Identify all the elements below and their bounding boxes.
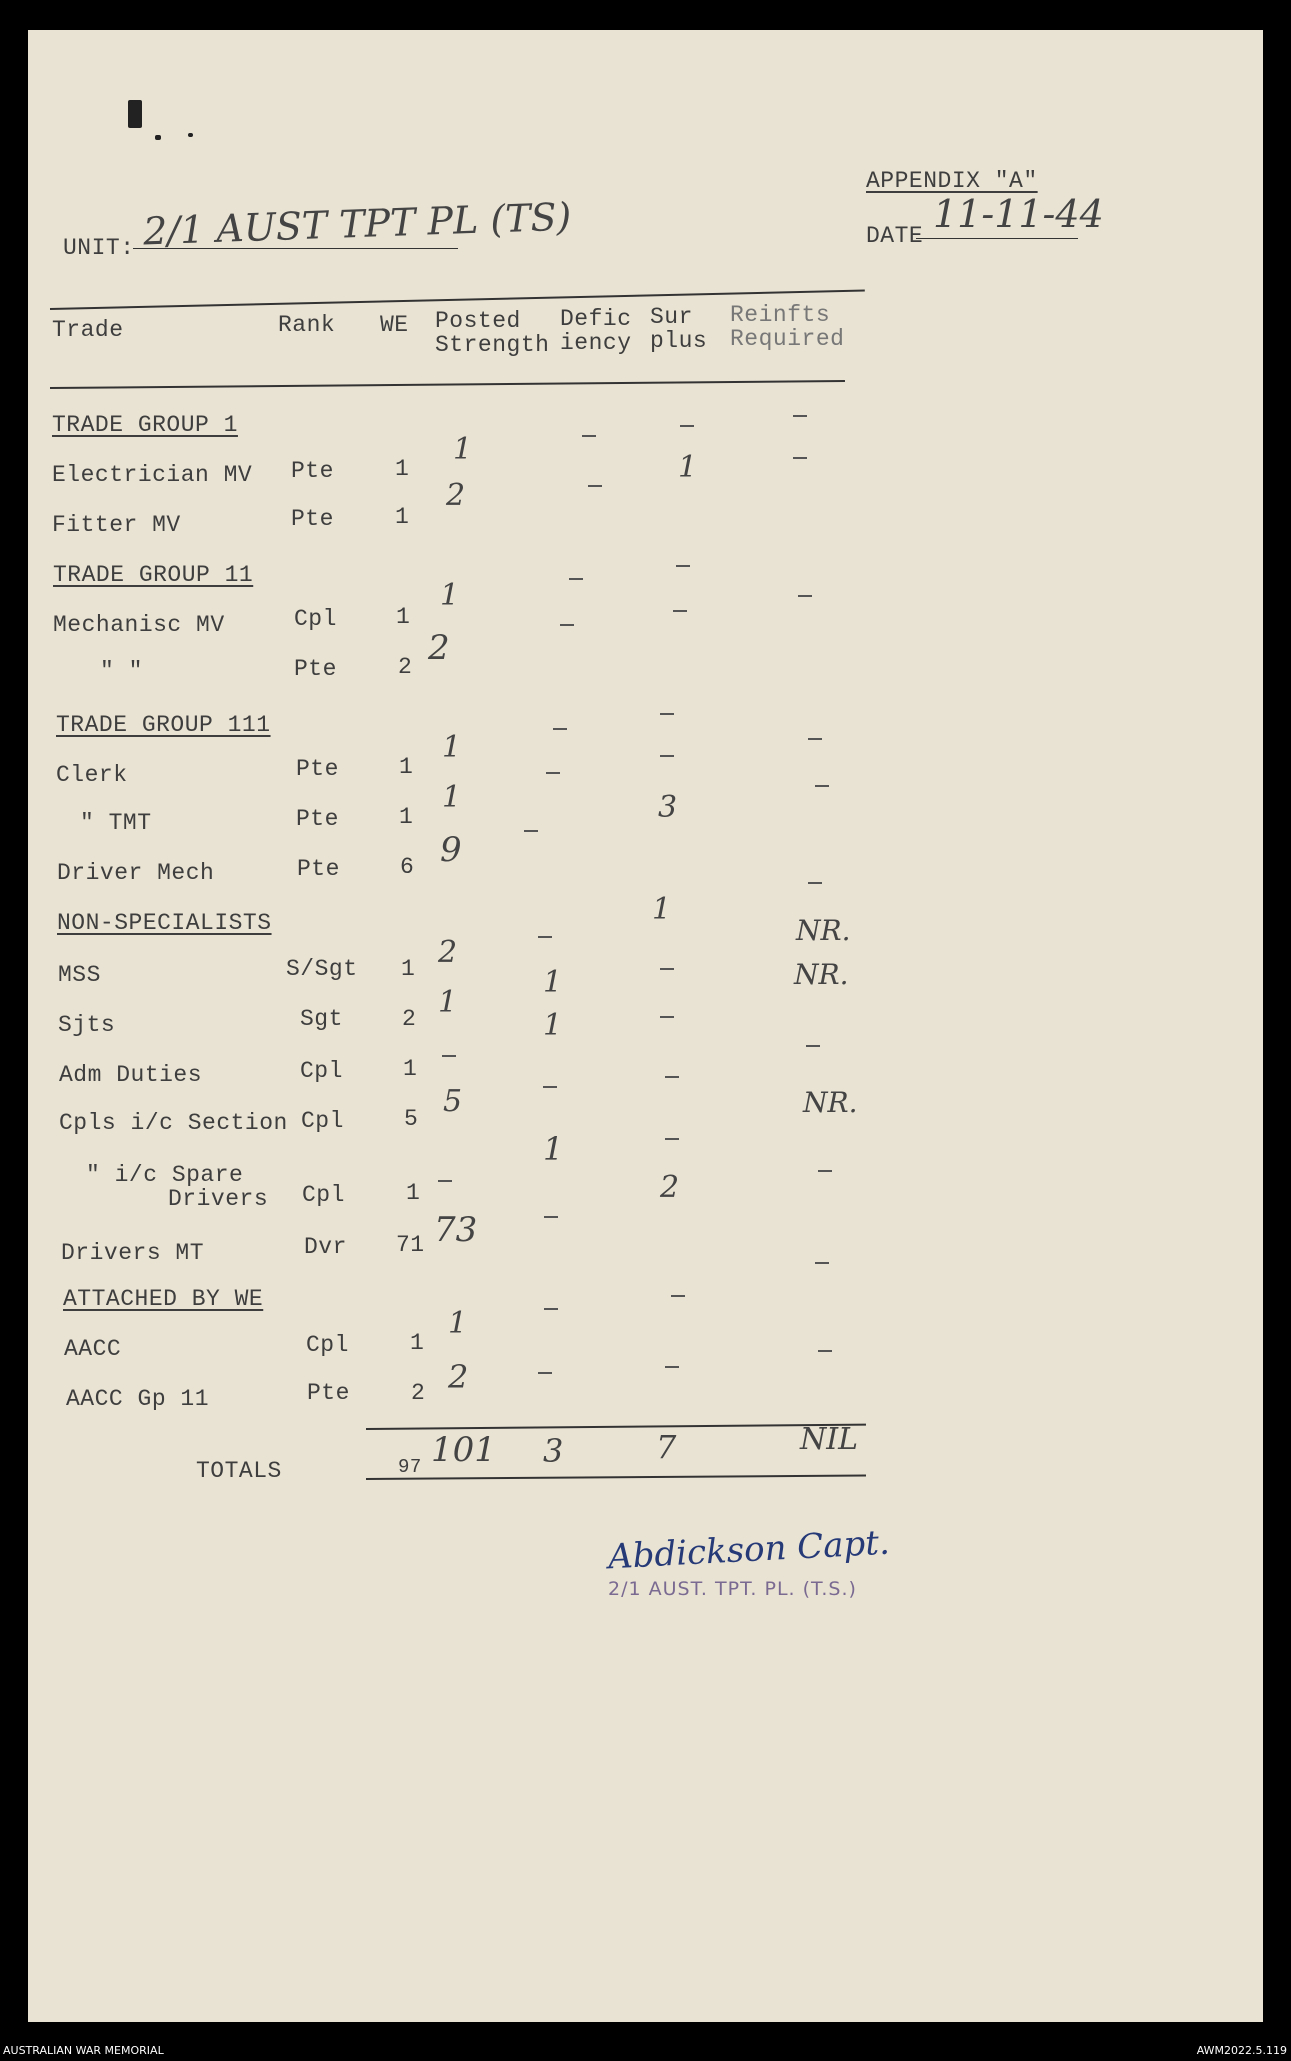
row-surplus: 1 — [652, 892, 672, 927]
row-trade: Driver Mech — [57, 860, 215, 886]
row-trade: Clerk — [56, 762, 128, 788]
row-surplus: 1 — [678, 450, 698, 485]
row-rank: S/Sgt — [286, 956, 358, 982]
row-trade: Cpls i/c Section — [59, 1110, 288, 1136]
row-surplus: 2 — [660, 1170, 680, 1205]
row-trade: AACC Gp 11 — [66, 1386, 210, 1412]
group-heading: TRADE GROUP 11 — [53, 562, 254, 588]
document-page — [28, 30, 1263, 2022]
group-heading: NON-SPECIALISTS — [57, 910, 272, 936]
row-posted: 2 — [448, 1358, 469, 1396]
row-rank: Pte — [291, 506, 334, 532]
date-value: 11-11-44 — [933, 192, 1104, 236]
blank-mark — [671, 1295, 685, 1297]
totals-reinf: NIL — [800, 1422, 859, 1457]
row-rank: Cpl — [301, 1108, 344, 1134]
punch-mark — [155, 135, 161, 140]
col-reinfts: Reinfts — [730, 302, 831, 328]
col-sur: Sur — [650, 304, 693, 330]
row-rank: Pte — [297, 856, 340, 882]
row-we: 1 — [401, 956, 416, 982]
row-reinf: NR. — [803, 1086, 858, 1119]
row-trade: " " — [100, 658, 143, 684]
row-we: 1 — [403, 1056, 418, 1082]
blank-mark — [543, 1086, 557, 1088]
row-rank: Cpl — [294, 606, 337, 632]
blank-mark — [544, 1216, 558, 1218]
row-trade: Mechanisc MV — [53, 612, 225, 638]
row-we: 1 — [399, 804, 414, 830]
row-deficiency: 1 — [543, 1008, 563, 1043]
date-label: DATE — [866, 223, 924, 249]
row-posted: 2 — [446, 478, 466, 513]
col-rank: Rank — [278, 312, 336, 338]
totals-we: 97 — [398, 1456, 422, 1478]
row-trade: Adm Duties — [59, 1062, 203, 1088]
col-we: WE — [380, 312, 409, 338]
blank-mark — [793, 457, 807, 459]
blank-mark — [676, 565, 690, 567]
col-iency: iency — [560, 330, 632, 356]
row-posted: 2 — [428, 628, 450, 668]
group-heading: TRADE GROUP 111 — [56, 712, 271, 738]
footer-credit: AUSTRALIAN WAR MEMORIAL — [3, 2044, 164, 2057]
row-rank: Cpl — [300, 1058, 343, 1084]
blank-mark — [680, 425, 694, 427]
blank-mark — [660, 1016, 674, 1018]
footer-reference: AWM2022.5.119 — [1196, 2044, 1287, 2057]
totals-bottom-rule — [366, 1475, 866, 1480]
row-rank: Pte — [307, 1380, 350, 1406]
totals-deficiency: 3 — [543, 1432, 564, 1470]
row-we: 2 — [411, 1380, 426, 1406]
row-rank: Cpl — [306, 1332, 349, 1358]
date-underline — [916, 238, 1078, 239]
reinf-nr: NR. — [796, 914, 851, 947]
row-rank: Dvr — [304, 1234, 347, 1260]
blank-mark — [546, 772, 560, 774]
row-posted: 1 — [448, 1306, 468, 1341]
row-rank: Pte — [296, 756, 339, 782]
row-posted: 1 — [442, 730, 462, 765]
row-trade-line1: " i/c Spare — [86, 1162, 244, 1188]
row-we: 1 — [406, 1180, 421, 1206]
row-we: 1 — [399, 754, 414, 780]
row-reinf: NR. — [794, 958, 849, 991]
punch-mark — [128, 100, 142, 128]
row-posted: 1 — [440, 578, 460, 613]
punch-mark — [188, 133, 193, 137]
blank-mark — [815, 1262, 829, 1264]
col-required: Required — [730, 326, 845, 352]
totals-label: TOTALS — [196, 1458, 282, 1484]
blank-mark — [544, 1308, 558, 1310]
blank-mark — [569, 578, 583, 580]
row-we: 1 — [396, 604, 411, 630]
group-heading: TRADE GROUP 1 — [52, 412, 238, 438]
col-posted: Posted — [435, 308, 521, 334]
blank-mark — [818, 1170, 832, 1172]
row-trade: " TMT — [80, 810, 152, 836]
row-posted: 1 — [438, 985, 458, 1020]
row-trade: Drivers MT — [61, 1240, 205, 1266]
blank-mark — [582, 435, 596, 437]
row-posted: 5 — [443, 1084, 463, 1119]
row-rank: Pte — [291, 458, 334, 484]
blank-mark — [808, 882, 822, 884]
row-we: 5 — [404, 1106, 419, 1132]
blank-mark — [538, 1372, 552, 1374]
row-trade: Sjts — [58, 1012, 116, 1038]
appendix-title: APPENDIX "A" — [866, 168, 1038, 194]
row-posted: 1 — [442, 780, 462, 815]
blank-mark — [660, 713, 674, 715]
blank-mark — [560, 624, 574, 626]
row-we: 71 — [396, 1232, 425, 1258]
blank-mark — [798, 595, 812, 597]
row-rank: Cpl — [302, 1182, 345, 1208]
row-we: 6 — [400, 854, 415, 880]
col-trade: Trade — [52, 317, 124, 343]
unit-label: UNIT: — [63, 235, 135, 261]
row-trade: MSS — [58, 962, 101, 988]
col-defic: Defic — [560, 306, 632, 332]
row-we: 1 — [395, 456, 410, 482]
row-deficiency: 1 — [543, 965, 563, 1000]
row-we: 2 — [398, 654, 413, 680]
row-rank: Pte — [296, 806, 339, 832]
blank-mark — [806, 1045, 820, 1047]
blank-mark — [524, 830, 538, 832]
row-posted: 2 — [438, 935, 458, 970]
row-posted: 1 — [453, 432, 473, 467]
row-trade: AACC — [64, 1336, 122, 1362]
unit-value: 2/1 AUST TPT PL (TS) — [142, 194, 573, 254]
unit-underline — [133, 248, 458, 249]
blank-mark — [553, 728, 567, 730]
blank-mark — [538, 936, 552, 938]
row-trade: Electrician MV — [52, 462, 253, 488]
blank-mark — [673, 610, 687, 612]
row-trade-line2: Drivers — [168, 1186, 269, 1212]
header-bottom-rule — [50, 380, 845, 389]
row-rank: Sgt — [300, 1006, 343, 1032]
group-heading: ATTACHED BY WE — [63, 1286, 264, 1312]
blank-mark — [793, 415, 807, 417]
row-deficiency: 1 — [543, 1130, 564, 1168]
blank-mark — [818, 1350, 832, 1352]
col-strength: Strength — [435, 332, 550, 358]
blank-mark — [660, 755, 674, 757]
blank-mark — [808, 738, 822, 740]
row-we: 1 — [395, 504, 410, 530]
row-trade: Fitter MV — [52, 512, 181, 538]
blank-mark — [665, 1138, 679, 1140]
signature: Abdickson Capt. — [607, 1522, 891, 1578]
blank-mark — [665, 1076, 679, 1078]
totals-posted: 101 — [431, 1430, 496, 1470]
row-rank: Pte — [294, 656, 337, 682]
blank-mark — [660, 968, 674, 970]
blank-mark — [665, 1366, 679, 1368]
blank-mark — [442, 1055, 456, 1057]
unit-stamp: 2/1 AUST. TPT. PL. (T.S.) — [608, 1578, 857, 1600]
row-we: 2 — [402, 1006, 417, 1032]
row-posted: 9 — [440, 830, 462, 870]
row-surplus: 3 — [658, 790, 678, 825]
blank-mark — [815, 785, 829, 787]
row-we: 1 — [410, 1330, 425, 1356]
blank-mark — [588, 485, 602, 487]
row-posted: 73 — [434, 1210, 478, 1250]
col-plus: plus — [650, 328, 708, 354]
blank-mark — [438, 1180, 452, 1182]
totals-surplus: 7 — [656, 1428, 677, 1466]
